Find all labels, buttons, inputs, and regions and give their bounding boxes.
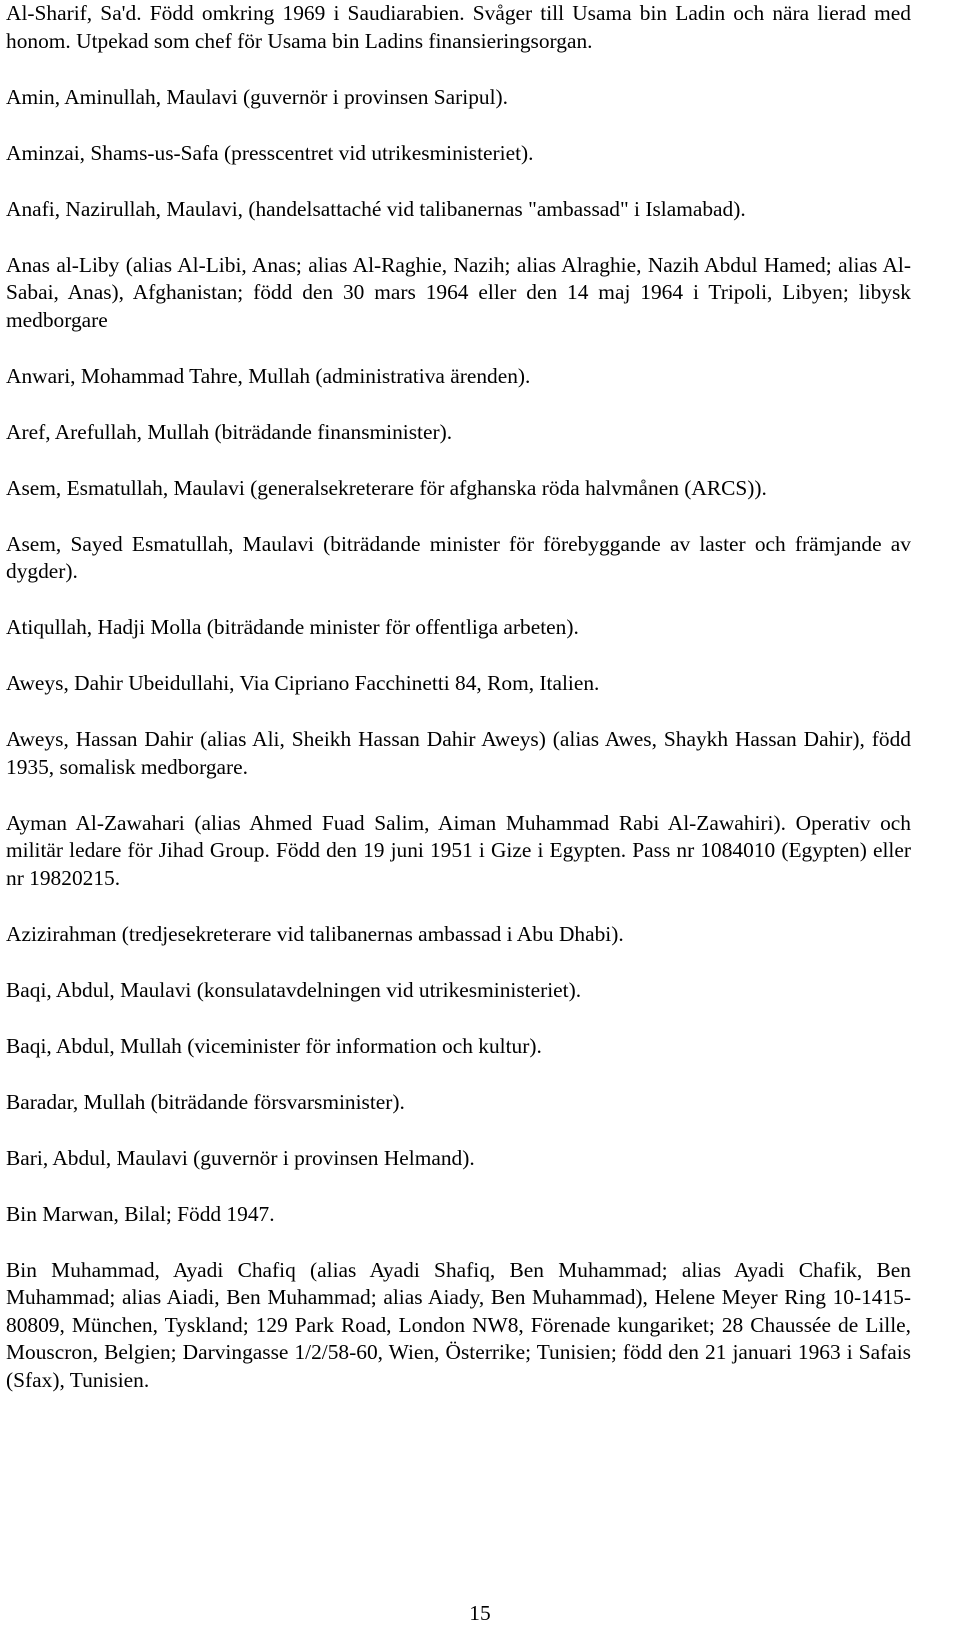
list-entry: Asem, Esmatullah, Maulavi (generalsekreterare för afghanska röda halvmånen (ARCS)). bbox=[6, 475, 767, 500]
list-entry: Ayman Al-Zawahari (alias Ahmed Fuad Salim, Aiman Muhammad Rabi Al-Zawahiri). Operativ och militär ledare för Jihad Group. Född den 19 juni 1951 i Gize i Egypten. Pass nr 1084010 (Egypten) eller nr 19820215. bbox=[6, 810, 911, 890]
list-entry: Aweys, Hassan Dahir (alias Ali, Sheikh Hassan Dahir Aweys) (alias Awes, Shaykh Hassan Dahir), född 1935, somalisk medborgare. bbox=[6, 727, 911, 779]
list-entry: Al-Sharif, Sa'd. Född omkring 1969 i Saudiarabien. Svåger till Usama bin Ladin och nära lierad med honom. Utpekad som chef för Usama bin Ladins finansieringsorgan. bbox=[6, 1, 911, 53]
list-entry: Aminzai, Shams-us-Safa (presscentret vid utrikesministeriet). bbox=[6, 140, 534, 165]
list-entry: Azizirahman (tredjesekreterare vid talibanernas ambassad i Abu Dhabi). bbox=[6, 921, 624, 946]
list-entry: Atiqullah, Hadji Molla (biträdande minister för offentliga arbeten). bbox=[6, 615, 579, 639]
list-entry: Asem, Sayed Esmatullah, Maulavi (biträdande minister för förebyggande av laster och främjande av dygder). bbox=[6, 531, 911, 583]
list-entry: Anas al-Liby (alias Al-Libi, Anas; alias Al-Raghie, Nazih; alias Alraghie, Nazih Abdul Hamed; alias Al-Sabai, Anas), Afghanistan; född den 30 mars 1964 eller den 14 maj 1964 i Tripoli, Libyen; libysk medborgare bbox=[6, 252, 911, 332]
page-number: 15 bbox=[469, 1601, 491, 1625]
list-entry: Baqi, Abdul, Mullah (viceminister för information och kultur). bbox=[6, 1033, 542, 1058]
list-entry: Bin Marwan, Bilal; Född 1947. bbox=[6, 1201, 275, 1226]
list-entry: Bin Muhammad, Ayadi Chafiq (alias Ayadi Shafiq, Ben Muhammad; alias Ayadi Chafik, Ben Muhammad; alias Aiadi, Ben Muhammad; alias Aiady, Ben Muhammad), Helene Meyer Ring 10-1415-80809, München, Tyskland; 129 Park Road, London NW8, Förenade kungariket; 28 Chaussée de Lille, Mouscron, Belgien; Darvingasse 1/2/58-60, Wien, Österrike; Tunisien; född den 21 januari 1963 i Safais (Sfax), Tunisien. bbox=[6, 1257, 911, 1392]
list-entry: Anwari, Mohammad Tahre, Mullah (administrativa ärenden). bbox=[6, 363, 531, 388]
list-entry: Bari, Abdul, Maulavi (guvernör i provinsen Helmand). bbox=[6, 1145, 475, 1170]
document-page bbox=[6, 0, 911, 1423]
list-entry: Anafi, Nazirullah, Maulavi, (handelsattaché vid talibanernas "ambassad" i Islamabad). bbox=[6, 196, 746, 221]
list-entry: Baqi, Abdul, Maulavi (konsulatavdelningen vid utrikesministeriet). bbox=[6, 977, 582, 1002]
list-entry: Aweys, Dahir Ubeidullahi, Via Cipriano Facchinetti 84, Rom, Italien. bbox=[6, 671, 600, 695]
list-entry: Amin, Aminullah, Maulavi (guvernör i provinsen Saripul). bbox=[6, 84, 509, 109]
list-entry: Baradar, Mullah (biträdande försvarsminister). bbox=[6, 1089, 405, 1114]
list-entry: Aref, Arefullah, Mullah (biträdande finansminister). bbox=[6, 419, 453, 444]
